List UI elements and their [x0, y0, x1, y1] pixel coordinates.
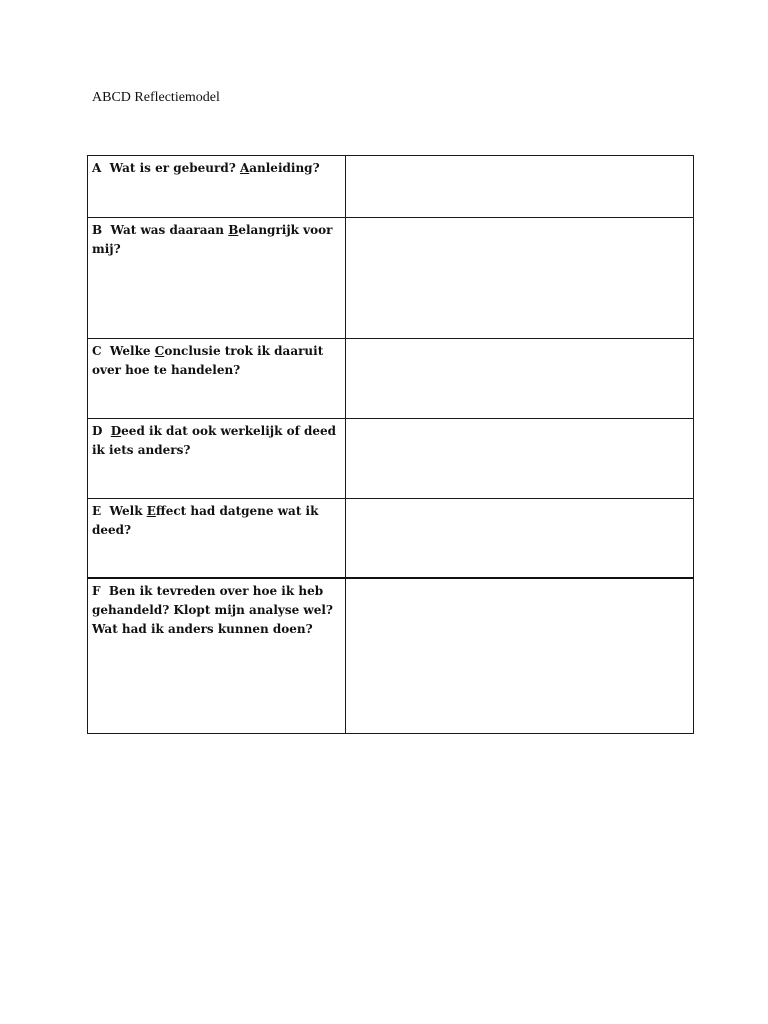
row-letter: E	[92, 504, 102, 518]
table-row-c	[88, 339, 694, 419]
answer-cell-b[interactable]	[346, 218, 694, 339]
question-text: ffect had datgene wat ik deed?	[92, 504, 319, 537]
question-text: anleiding?	[249, 161, 320, 175]
table-row-f	[88, 578, 694, 734]
question-text: eed ik dat ook werkelijk of deed ik iets anders?	[92, 424, 337, 457]
table-row-b	[88, 218, 694, 339]
table-row-e	[88, 499, 694, 578]
question-text: Wat was daaraan	[110, 223, 229, 237]
table-row-d	[88, 419, 694, 499]
question-cell-b	[88, 218, 346, 339]
answer-cell-e[interactable]	[346, 499, 694, 578]
question-cell-f	[88, 578, 346, 734]
answer-cell-a[interactable]	[346, 156, 694, 218]
row-letter: B	[92, 223, 103, 237]
table-row-a	[88, 156, 694, 218]
question-cell-a	[88, 156, 346, 218]
keyword-letter: A	[239, 161, 250, 175]
question-text: Welke	[109, 344, 155, 358]
question-text: onclusie trok ik daaruit over hoe te handelen?	[92, 344, 324, 377]
question-cell-e	[88, 499, 346, 578]
keyword-letter: E	[146, 504, 156, 518]
row-letter: A	[92, 161, 102, 175]
question-text: Welk	[109, 504, 147, 518]
keyword-letter: C	[154, 344, 165, 358]
question-text: Wat is er gebeurd?	[109, 161, 240, 175]
question-cell-d	[88, 419, 346, 499]
document-title: ABCD Reflectiemodel	[92, 90, 220, 105]
answer-cell-d[interactable]	[346, 419, 694, 499]
row-letter: F	[92, 583, 101, 598]
question-text: elangrijk voor mij?	[92, 223, 333, 256]
row-letter: C	[92, 344, 102, 358]
question-cell-c	[88, 339, 346, 419]
answer-cell-c[interactable]	[346, 339, 694, 419]
question-text: Ben ik tevreden over hoe ik heb gehandeld? Klopt mijn analyse wel? Wat had ik anders kunnen doen?	[92, 583, 333, 636]
row-letter: D	[92, 424, 103, 438]
keyword-letter: D	[110, 424, 122, 438]
reflection-table	[87, 155, 694, 734]
answer-cell-f[interactable]	[346, 578, 694, 734]
keyword-letter: B	[228, 223, 239, 237]
